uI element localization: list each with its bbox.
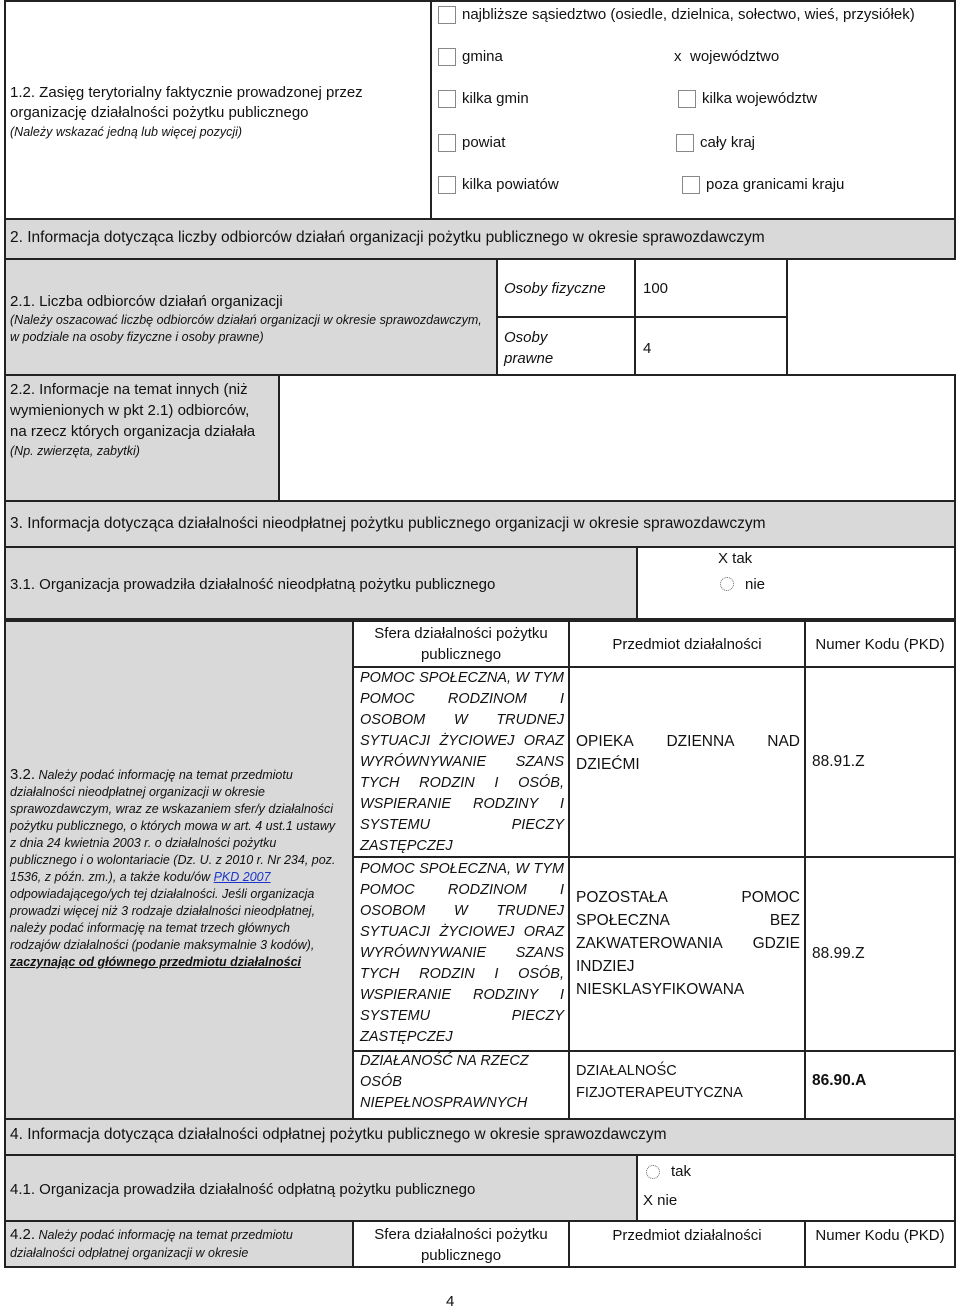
page-number: 4 xyxy=(446,1293,455,1310)
row3-sfera[interactable]: DZIAŁANOŚĆ NA RZECZ OSÓB NIEPEŁNOSPRAWNYCH xyxy=(360,1053,529,1111)
s4-col-sfera-header: Sfera działalności pożytku publicznego xyxy=(374,1226,548,1264)
checkbox-neighborhood[interactable] xyxy=(438,6,456,24)
osoby-prawne-value-cell xyxy=(634,316,788,376)
label-caly-kraj: cały kraj xyxy=(700,134,756,151)
checkbox-kilka-gmin[interactable] xyxy=(438,90,456,108)
label-powiat: powiat xyxy=(462,134,506,151)
q2-1-note-line1: (Należy oszacować liczbę odbiorców działań organizacji w okresie sprawozdawczym, xyxy=(10,313,482,327)
row2-przedmiot[interactable]: POZOSTAŁA POMOC SPOŁECZNA BEZ ZAKWATEROWANIA GDZIE INDZIEJ NIESKLASYFIKOWANA xyxy=(576,889,800,998)
q3-1-answer-cell xyxy=(636,546,956,620)
label-poza-granicami: poza granicami kraju xyxy=(706,176,845,193)
s1-2-title-line1: 1.2. Zasięg terytorialny faktycznie prowadzonej przez xyxy=(10,84,363,101)
osoby-fizyczne-label: Osoby fizyczne xyxy=(504,280,606,297)
checkbox-powiat[interactable] xyxy=(438,134,456,152)
q4-1-label: 4.1. Organizacja prowadziła działalność odpłatną pożytku publicznego xyxy=(10,1181,476,1198)
checkbox-poza-granicami[interactable] xyxy=(682,176,700,194)
q4-1-nie[interactable]: X nie xyxy=(643,1192,678,1209)
section-4-header: 4. Informacja dotycząca działalności odpłatnej pożytku publicznego w okresie sprawozdawczym xyxy=(10,1126,667,1143)
q2-2-value-cell[interactable] xyxy=(278,374,956,502)
q3-1-nie-radio[interactable] xyxy=(720,577,734,591)
q3-2-description xyxy=(10,766,340,971)
checkbox-kilka-powiatow[interactable] xyxy=(438,176,456,194)
label-gmina: gmina xyxy=(462,48,503,65)
q2-2-line1: 2.2. Informacje na temat innych (niż xyxy=(10,381,248,398)
osoby-prawne-label-line1: Osoby xyxy=(504,329,548,346)
q2-1-note-line2: w podziale na osoby fizyczne i osoby prawne) xyxy=(10,330,264,344)
q3-2-bold: zaczynając od głównego przedmiotu działalności xyxy=(10,955,302,969)
q3-1-tak[interactable]: X tak xyxy=(718,550,753,567)
mark-wojewodztwo: x xyxy=(674,48,682,65)
label-neighborhood: najbliższe sąsiedztwo (osiedle, dzielnica, sołectwo, wieś, przysiółek) xyxy=(462,6,915,23)
s1-2-note: (Należy wskazać jedną lub więcej pozycji) xyxy=(10,125,243,139)
q4-2-text: Należy podać informację na temat przedmiotu działalności odpłatnej organizacji w okresie xyxy=(10,1228,293,1260)
q4-2-description xyxy=(10,1226,330,1262)
q3-1-label: 3.1. Organizacja prowadziła działalność nieodpłatną pożytku publicznego xyxy=(10,576,496,593)
s1-2-title-line2: organizację działalności pożytku publicznego xyxy=(10,104,309,121)
q2-2-line2: wymienionych w pkt 2.1) odbiorców, xyxy=(10,402,250,419)
row1-kod[interactable]: 88.91.Z xyxy=(812,753,865,770)
pkd-2007-link[interactable]: PKD 2007 xyxy=(213,870,271,884)
s4-col-przedmiot-header: Przedmiot działalności xyxy=(612,1227,762,1244)
osoby-fizyczne-value[interactable]: 100 xyxy=(643,280,669,297)
q3-2-text-1: Należy podać informację na temat przedmiotu działalności nieodpłatnej organizacji w okresie sprawozdawczym, wraz ze wskazaniem sfer/y działalności pożytku publicznego, o których mowa w art. 4 ust.1 ustawy z dnia 24 kwietnia 2003 r. o działalności pożytku publicznego i o wolontariacie (Dz. U. z 2010 r. Nr 234, poz. 1536, z późn. zm.), a także kodu/ów xyxy=(10,768,336,884)
osoby-prawne-value[interactable]: 4 xyxy=(643,340,652,357)
col-kod-header: Numer Kodu (PKD) xyxy=(815,636,945,653)
checkbox-kilka-wojewodztw[interactable] xyxy=(678,90,696,108)
row1-przedmiot[interactable]: OPIEKA DZIENNA NAD DZIEĆMI xyxy=(576,733,800,773)
q2-2-note: (Np. zwierzęta, zabytki) xyxy=(10,444,140,458)
row1-sfera[interactable]: POMOC SPOŁECZNA, W TYM POMOC RODZINOM I OSOBOM W TRUDNEJ SYTUACJI ŻYCIOWEJ ORAZ WYRÓWNYWANIE SZANS TYCH RODZIN I OSÓB, WSPIERANIE RODZINY I SYSTEMU PIECZY ZASTĘPCZEJ xyxy=(360,670,564,854)
label-kilka-wojewodztw: kilka województw xyxy=(702,90,818,107)
q2-1-title: 2.1. Liczba odbiorców działań organizacji xyxy=(10,293,283,310)
q3-2-num: 3.2. xyxy=(10,766,36,783)
q4-1-tak-radio[interactable] xyxy=(646,1165,660,1179)
q2-2-line3: na rzecz których organizacja działała xyxy=(10,423,256,440)
s4-col-kod-header: Numer Kodu (PKD) xyxy=(815,1227,945,1244)
row3-kod[interactable]: 86.90.A xyxy=(812,1072,867,1089)
row3-przedmiot[interactable]: DZIAŁALNOŚC FIZJOTERAPEUTYCZNA xyxy=(576,1063,743,1101)
row2-sfera[interactable]: POMOC SPOŁECZNA, W TYM POMOC RODZINOM I OSOBOM W TRUDNEJ SYTUACJI ŻYCIOWEJ ORAZ WYRÓWNYWANIE SZANS TYCH RODZIN I OSÓB, WSPIERANIE RODZINY I SYSTEMU PIECZY ZASTĘPCZEJ xyxy=(360,861,564,1045)
checkbox-gmina[interactable] xyxy=(438,48,456,66)
label-wojewodztwo: województwo xyxy=(690,48,780,65)
label-kilka-powiatow: kilka powiatów xyxy=(462,176,559,193)
osoby-prawne-label-line2: prawne xyxy=(504,350,554,367)
checkbox-caly-kraj[interactable] xyxy=(676,134,694,152)
q4-1-tak[interactable]: tak xyxy=(671,1163,692,1180)
section-3-header: 3. Informacja dotycząca działalności nieodpłatnej pożytku publicznego organizacji w okresie sprawozdawczym xyxy=(10,515,766,532)
section-2-header: 2. Informacja dotycząca liczby odbiorców działań organizacji pożytku publicznego w okresie sprawozdawczym xyxy=(10,229,765,246)
label-kilka-gmin: kilka gmin xyxy=(462,90,529,107)
q3-1-nie[interactable]: nie xyxy=(745,576,766,593)
col-przedmiot-header: Przedmiot działalności xyxy=(612,636,762,653)
col-sfera-header: Sfera działalności pożytku publicznego xyxy=(374,625,548,663)
row2-kod[interactable]: 88.99.Z xyxy=(812,945,865,962)
q3-2-text-2: odpowiadającego/ych tej działalności. Jeśli organizacja prowadzi więcej niż 3 rodzaje działalności nieodpłatnej, należy podać informację na temat trzech głównych rodzajów działalności (podanie maksymalnie 3 kodów), xyxy=(10,887,316,952)
q4-2-num: 4.2. xyxy=(10,1226,36,1243)
